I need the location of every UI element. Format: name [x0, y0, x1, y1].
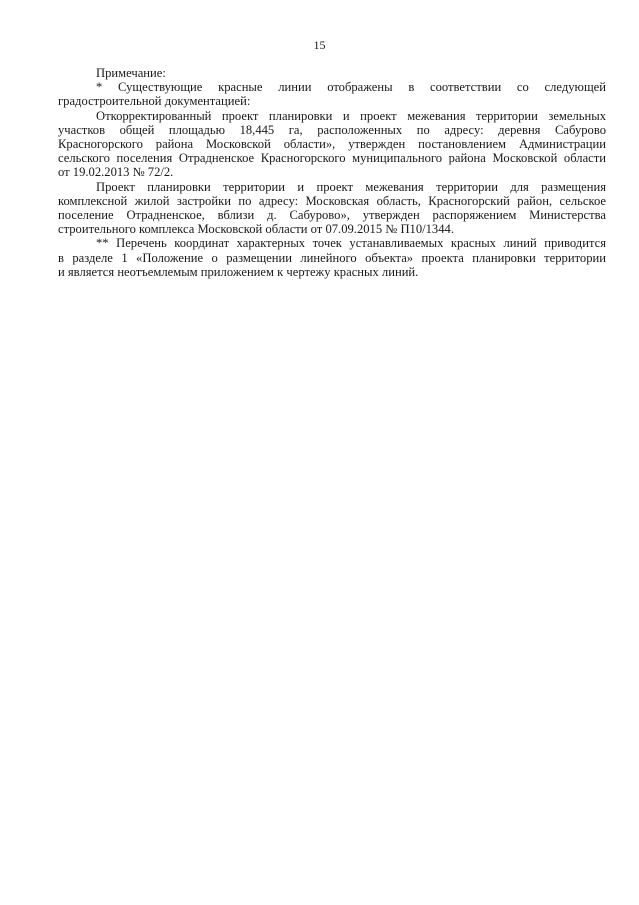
document-reference-1-line: от 19.02.2013 № 72/2. — [58, 165, 174, 180]
document-reference-1-line: участков общей площадью 18,445 га, расположенных по адресу: деревня Сабурово — [58, 122, 606, 137]
note-item-2 — [58, 236, 606, 279]
note-item-2-line: ** Перечень координат характерных точек устанавливаемых красных линий приводится — [96, 236, 606, 251]
page-number: 15 — [313, 38, 326, 52]
note-heading: Примечание: — [96, 66, 166, 80]
document-reference-2-line: Проект планировки территории и проект межевания территории для размещения — [96, 179, 606, 194]
document-reference-2-line: комплексной жилой застройки по адресу: Московская область, Красногорский район, сельское — [58, 193, 606, 208]
note-item-1 — [58, 80, 606, 108]
document-reference-2 — [58, 180, 606, 237]
document-reference-2-line: строительного комплекса Московской области от 07.09.2015 № П10/1344. — [58, 222, 454, 237]
note-item-1-line: * Существующие красные линии отображены в соответствии со следующей — [96, 80, 606, 95]
note-body — [58, 66, 606, 279]
document-reference-1-line: Красногорского района Московской области», утвержден постановлением Администрации — [58, 137, 606, 152]
note-item-2-line: в разделе 1 «Положение о размещении линейного объекта» проекта планировки территории — [58, 250, 606, 265]
document-reference-1-line: сельского поселения Отрадненское Красногорского муниципального района Московской области — [58, 151, 606, 166]
document-reference-1-line: Откорректированный проект планировки и проект межевания территории земельных — [96, 108, 606, 123]
document-reference-1 — [58, 109, 606, 180]
document-reference-2-line: поселение Отрадненское, вблизи д. Сабурово», утвержден распоряжением Министерства — [58, 208, 606, 223]
note-item-2-line: и является неотъемлемым приложением к чертежу красных линий. — [58, 264, 419, 279]
note-item-1-line: градостроительной документацией: — [58, 94, 251, 109]
